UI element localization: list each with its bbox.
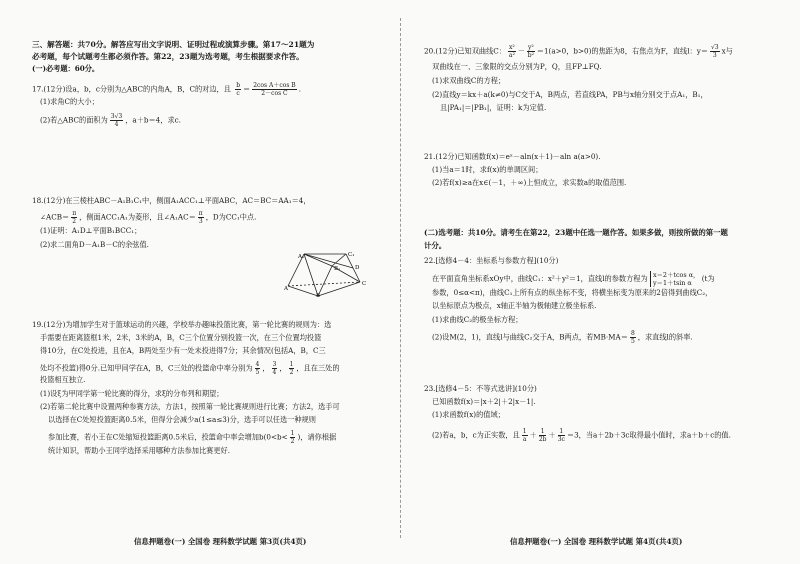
q23-title: 23.[选修4－5：不等式选讲](10分) (424, 384, 537, 393)
left-page (26, 0, 396, 564)
q19-line2: 手需要在距离篮框1米，2米，3米的A，B，C三个位置分别投篮一次，在三个位置均投篮 (40, 333, 322, 342)
q19-part2-line2: 以选择在C处短投篮距离0.5米，但得分会减少a(1≤a≤3)分，选手可以任选一种规则 (48, 415, 316, 424)
q23-part1: (1)求函数f(x)的值域； (432, 410, 505, 419)
label-B1: B₁ (334, 266, 341, 272)
q20-part2: (2)直线y＝kx＋a(k≠0)与C交于A，B两点，若直线PA，PB与x轴分别交于点A₁，B₁， (432, 90, 708, 99)
prism-figure (284, 250, 376, 298)
q19-line5: 投篮相互独立. (40, 375, 86, 384)
q22-line2: 参数，0≤α<π)，曲线C₁上所有点的纵坐标不变，将横坐标变为原来的2倍得到曲线C₂， (432, 288, 713, 297)
section-title-2: 必考题，每个试题考生都必须作答。第22，23题为选考题，考生根据要求作答。 (32, 52, 304, 61)
q17-line1: 17.(12分)设a，b，c分别为△ABC的内角A，B，C的对边，且 $\frac{b}{c}$ ＝ $\frac{\text{2cos A＋cos B}}{\text{2－cos C}}$ . (32, 82, 302, 97)
q19-line3: 得10分，在C处投进，且在A，B两处至少有一处未投进得7分；其余情况(包括A，B，C三 (40, 346, 326, 355)
q20-line1: 20.(12分)已知双曲线C： $\frac{\text{x²}}{\text{a²}}$ － $\frac{\text{y²}}{\text{b²}}$ ＝1(a>0，b>0)的焦距为8，右焦点为F，直线l：y＝ $\frac{√3}{3}$ x与 (424, 44, 733, 59)
q19-part2-line3: 参加比赛，若小王在C处缩短投篮距离0.5米后，投篮命中率会增加b(0<b< $\frac{1}{2}$ )，请你根据 (48, 430, 337, 445)
q22-line1: 在平面直角坐标系xOy中，曲线C₁：x²＋y²＝1，直线l的参数方程为 x＝2＋tcos α， y＝1＋tsin α (t为 (432, 271, 715, 287)
q22-part2: (2)设M(2，1)，直线l与曲线C₂交于A，B两点，若MB·MA＝ $\frac{8}{5}$ ，求直线l的斜率. (432, 330, 693, 345)
label-D: D (355, 265, 360, 271)
q23-part2: (2)若a，b，c为正实数，且 $\frac{1}{a}$ ＋ $\frac{1}{2b}$ ＋ $\frac{1}{3c}$ ＝3，当a＋2b＋3c取得最小值时，求a＋b＋c的值. (432, 428, 731, 443)
q19-line1: 19.(12分)为增加学生对于篮球运动的兴趣，学校举办趣味投篮比赛，第一轮比赛的规则为：选 (32, 320, 332, 329)
label-B: B (316, 293, 321, 298)
q17-lhs-fraction: $\frac{b}{c}$ (236, 82, 241, 97)
q19-part2-line1: (2)若第二轮比赛中设置两种参赛方法，方法1，按照第一轮比赛规则进行比赛；方法2，选手可 (40, 402, 340, 411)
q19-line4: 处均不投篮)得0分.已知甲同学在A，B，C三处的投篮命中率分别为 $\frac{4}{5}$ ， $\frac{3}{4}$ ， $\frac{1}{2}$ ，且在三处的 (40, 361, 340, 376)
q17-rhs-fraction: $\frac{\text{2cos A＋cos B}}{\text{2－cos C}}$ (253, 82, 296, 97)
label-A: A (284, 286, 288, 292)
q18-part2: (2)求二面角D－A₁B－C的余弦值. (40, 240, 149, 249)
q23-line1: 已知函数f(x)＝|x＋2|＋2|x－1|. (432, 397, 536, 406)
q20-part3: 且|PA₁|＝|PB₁|，证明：k为定值. (440, 103, 547, 112)
q19-part2-line4: 统计知识，帮助小王同学选择采用哪种方法参加比赛更好. (48, 446, 230, 455)
label-C: C (362, 281, 367, 287)
q19-part1: (1)设ξ为甲同学第一轮比赛的得分，求ξ的分布列和期望； (40, 389, 224, 398)
right-footer: 信息押题卷(一) 全国卷 理科数学试题 第4页(共4页) (510, 537, 683, 546)
q22-part1: (1)求曲线C₂的极坐标方程； (432, 315, 523, 324)
q20-part1: (1)求双曲线C的方程； (432, 76, 506, 85)
q18-part1: (1)证明：A₁D⊥平面B₁BCC₁； (40, 226, 142, 235)
q18-line1: 18.(12分)在三棱柱ABC－A₁B₁C₁中，侧面A₁ACC₁⊥平面ABC，AC＝BC＝AA₁＝4， (32, 196, 311, 205)
q17-area-fraction: $\frac{3√3}{4}$ (110, 113, 123, 128)
q21-part1: (1)当a＝1时，求f(x)的单调区间； (432, 165, 543, 174)
q22-line3: 以坐标原点为极点，x轴正半轴为极轴建立极坐标系. (432, 301, 597, 310)
section-title: 三、解答题：共70分。解答应写出文字说明、证明过程或演算步骤。第17～21题为 (32, 40, 315, 49)
optional-heading-2: 计分。 (424, 241, 447, 250)
q17-part2: (2)若△ABC的面积为 $\frac{3√3}{4}$ ，a＋b＝4，求c. (40, 113, 181, 128)
label-C1: C₁ (348, 252, 355, 258)
q21-part2: (2)若f(x)≥a在x∈(－1，＋∞)上恒成立，求实数a的取值范围. (432, 178, 627, 187)
param-system: x＝2＋tcos α， y＝1＋tsin α (650, 271, 699, 287)
page-divider (400, 18, 402, 538)
left-footer: 信息押题卷(一) 全国卷 理科数学试题 第3页(共4页) (134, 537, 307, 546)
q17-part1: (1)求角C的大小； (40, 97, 99, 106)
q21-line1: 21.(12分)已知函数f(x)＝eˣ－aln(x＋1)－aln a(a>0). (424, 152, 601, 161)
right-page (418, 0, 788, 564)
q22-title: 22.[选修4－4：坐标系与参数方程](10分) (424, 256, 559, 265)
q18-line2: ∠ACB＝ $\frac{\pi}{2}$ ，侧面ACC₁A₁为菱形，且∠A₁AC＝ $\frac{\pi}{3}$ ，D为CC₁中点. (40, 210, 257, 225)
required-heading: (一)必考题：60分。 (32, 64, 100, 73)
q20-line2: 双曲线在一、三象限的交点分别为P，Q，且FP⊥FQ. (432, 62, 602, 71)
optional-heading: (二)选考题：共10分。请考生在第22，23题中任选一题作答。如果多做，则按所做的第一题 (424, 228, 728, 237)
label-A1: A₁ (298, 254, 305, 260)
